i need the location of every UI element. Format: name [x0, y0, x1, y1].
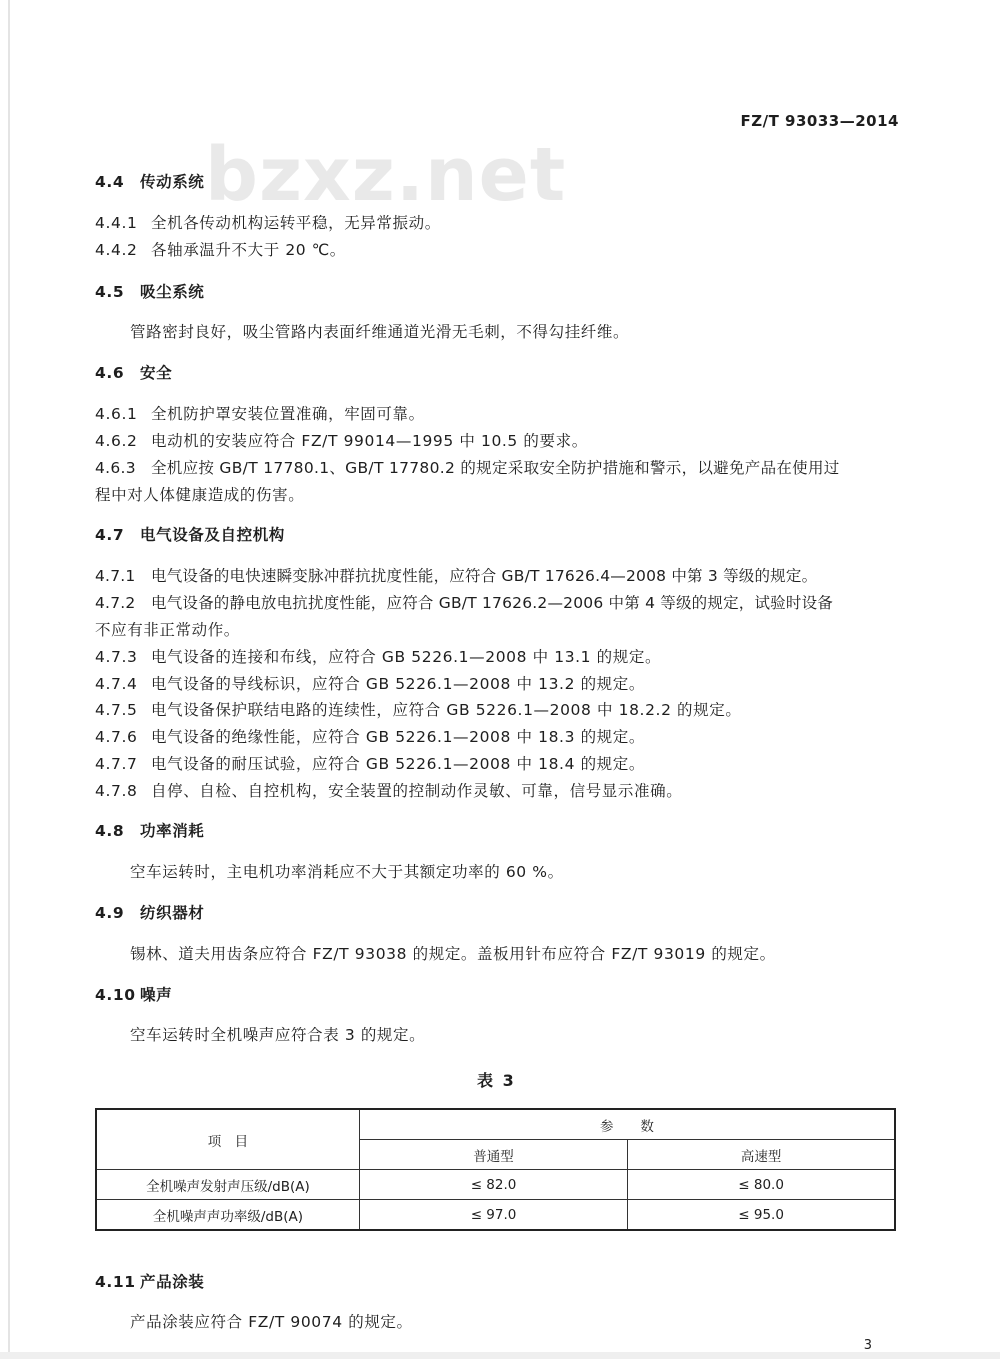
- page-edge-left: [8, 0, 10, 1359]
- header-params: 参 数: [359, 1109, 895, 1140]
- clause: 4.7.6 电气设备的绝缘性能，应符合 GB 5226.1—2008 中 18.3 的规定。: [95, 728, 645, 746]
- paragraph: 空车运转时，主电机功率消耗应不大于其额定功率的 60 %。: [130, 863, 564, 881]
- clause-continuation: 不应有非正常动作。: [95, 621, 240, 639]
- standard-number: FZ/T 93033—2014: [740, 112, 899, 130]
- watermark: bzxz.net: [205, 132, 567, 218]
- paragraph: 锡林、道夫用齿条应符合 FZ/T 93038 的规定。盖板用针布应符合 FZ/T 93019 的规定。: [130, 945, 776, 963]
- header-high-speed-type: 高速型: [628, 1140, 895, 1170]
- clause-continuation: 程中对人体健康造成的伤害。: [95, 486, 305, 504]
- page-edge-bottom: [0, 1352, 1000, 1359]
- table-cell: ≤ 80.0: [628, 1170, 895, 1200]
- clause: 4.7.3 电气设备的连接和布线，应符合 GB 5226.1—2008 中 13.1 的规定。: [95, 648, 662, 666]
- section-heading: 4.8 功率消耗: [95, 822, 205, 840]
- header-normal-type: 普通型: [359, 1140, 627, 1170]
- clause: 4.7.5 电气设备保护联结电路的连续性，应符合 GB 5226.1—2008 中 18.2.2 的规定。: [95, 701, 742, 719]
- clause: 4.4.1 全机各传动机构运转平稳，无异常振动。: [95, 214, 441, 232]
- page-number: 3: [863, 1338, 872, 1353]
- table-cell: 全机噪声声功率级/dB(A): [96, 1200, 359, 1231]
- clause: 4.4.2 各轴承温升不大于 20 ℃。: [95, 241, 346, 259]
- clause: 4.7.8 自停、自检、自控机构，安全装置的控制动作灵敏、可靠，信号显示准确。: [95, 782, 683, 800]
- table-cell: ≤ 97.0: [359, 1200, 627, 1231]
- clause: 4.7.7 电气设备的耐压试验，应符合 GB 5226.1—2008 中 18.4 的规定。: [95, 755, 645, 773]
- section-heading: 4.7 电气设备及自控机构: [95, 526, 285, 544]
- section-heading: 4.5 吸尘系统: [95, 283, 205, 301]
- section-heading: 4.10 噪声: [95, 986, 173, 1004]
- paragraph: 管路密封良好，吸尘管路内表面纤维通道光滑无毛刺，不得勾挂纤维。: [130, 323, 630, 341]
- clause: 4.6.3 全机应按 GB/T 17780.1、GB/T 17780.2 的规定采取安全防护措施和警示，以避免产品在使用过: [95, 459, 840, 477]
- section-heading: 4.4 传动系统: [95, 173, 205, 191]
- table-row: [96, 1170, 895, 1200]
- table-cell: ≤ 95.0: [628, 1200, 895, 1231]
- clause: 4.7.4 电气设备的导线标识，应符合 GB 5226.1—2008 中 13.2 的规定。: [95, 675, 645, 693]
- table-cell: ≤ 82.0: [359, 1170, 627, 1200]
- clause: 4.7.2 电气设备的静电放电抗扰度性能，应符合 GB/T 17626.2—2006 中第 4 等级的规定，试验时设备: [95, 594, 833, 612]
- section-heading: 4.6 安全: [95, 364, 173, 382]
- noise-table: [95, 1108, 896, 1231]
- section-heading: 4.9 纺织器材: [95, 904, 205, 922]
- section-heading: 4.11 产品涂装: [95, 1273, 205, 1291]
- table-title: 表 3: [477, 1071, 516, 1090]
- paragraph: 空车运转时全机噪声应符合表 3 的规定。: [130, 1026, 426, 1044]
- clause: 4.7.1 电气设备的电快速瞬变脉冲群抗扰度性能，应符合 GB/T 17626.4—2008 中第 3 等级的规定。: [95, 567, 818, 585]
- table-cell: 全机噪声发射声压级/dB(A): [96, 1170, 359, 1200]
- header-item: 项 目: [96, 1109, 359, 1170]
- clause: 4.6.1 全机防护罩安装位置准确，牢固可靠。: [95, 405, 425, 423]
- clause: 4.6.2 电动机的安装应符合 FZ/T 99014—1995 中 10.5 的要求。: [95, 432, 588, 450]
- paragraph: 产品涂装应符合 FZ/T 90074 的规定。: [130, 1313, 413, 1331]
- table-row: [96, 1200, 895, 1231]
